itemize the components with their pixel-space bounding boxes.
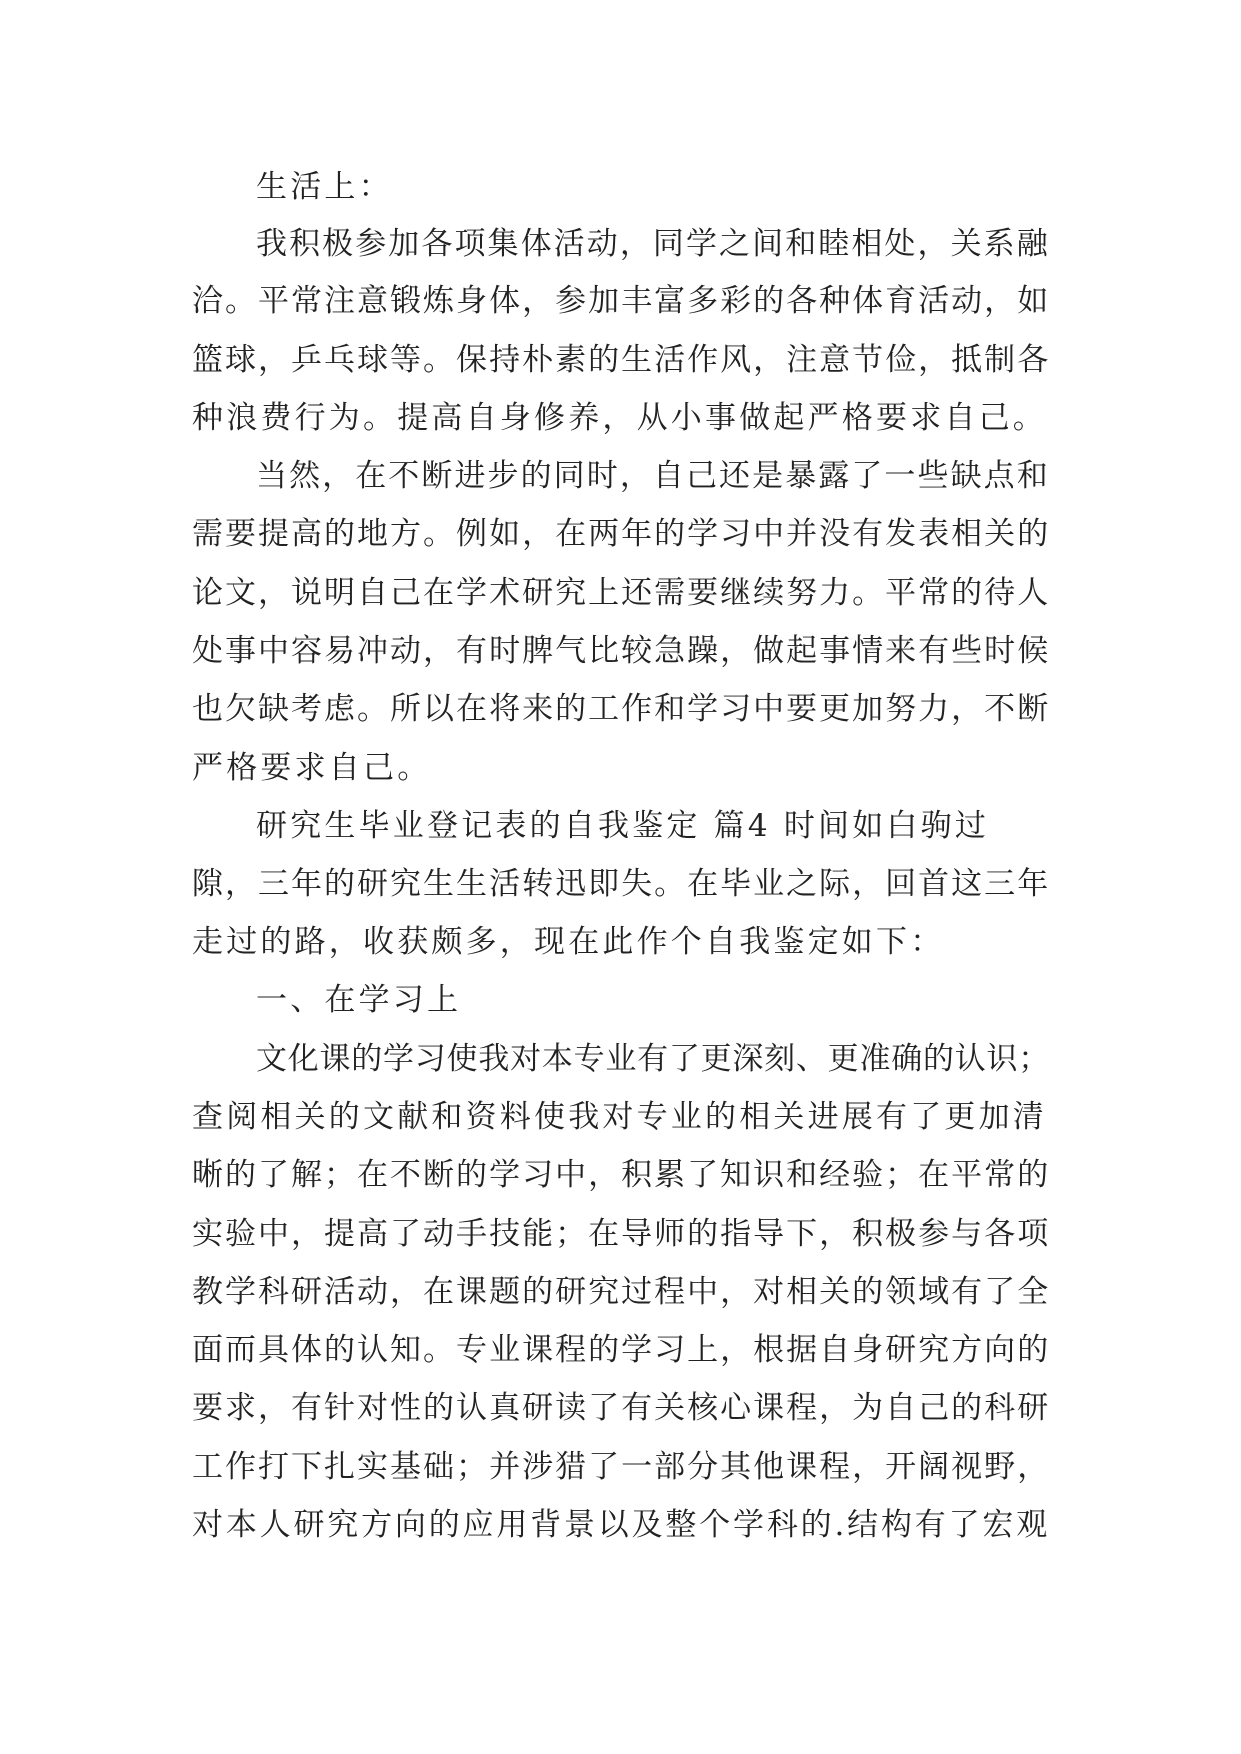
text-line: 一、在学习上 [256, 982, 462, 1018]
text-line: 隙，三年的研究生生活转迅即失。在毕业之际，回首这三年 [192, 866, 1051, 902]
text-line: 工作打下扎实基础；并涉猎了一部分其他课程，开阔视野， [192, 1449, 1051, 1485]
text-line: 查阅相关的文献和资料使我对专业的相关进展有了更加清 [192, 1099, 1047, 1135]
text-line: 生活上： [256, 169, 393, 205]
text-line: 我积极参加各项集体活动，同学之间和睦相处，关系融 [256, 226, 1050, 262]
text-line: 需要提高的地方。例如，在两年的学习中并没有发表相关的 [192, 516, 1051, 552]
text-line: 晰的了解；在不断的学习中，积累了知识和经验；在平常的 [192, 1157, 1051, 1193]
text-line: 处事中容易冲动，有时脾气比较急躁，做起事情来有些时候 [192, 633, 1051, 669]
text-line: 文化课的学习使我对本专业有了更深刻、更准确的认识； [256, 1041, 1050, 1077]
text-line: 教学科研活动，在课题的研究过程中，对相关的领域有了全 [192, 1274, 1051, 1310]
text-line: 严格要求自己。 [192, 750, 432, 786]
text-line: 走过的路，收获颇多，现在此作个自我鉴定如下： [192, 924, 945, 960]
text-line: 也欠缺考虑。所以在将来的工作和学习中要更加努力，不断 [192, 691, 1051, 727]
text-line: 洽。平常注意锻炼身体，参加丰富多彩的各种体育活动，如 [192, 283, 1051, 319]
text-line: 要求，有针对性的认真研读了有关核心课程，为自己的科研 [192, 1390, 1051, 1426]
text-line: 论文，说明自己在学术研究上还需要继续努力。平常的待人 [192, 575, 1051, 611]
text-line: 种浪费行为。提高自身修养，从小事做起严格要求自己。 [192, 400, 1047, 436]
text-line: 研究生毕业登记表的自我鉴定 篇4 时间如白驹过 [256, 808, 990, 844]
text-line: 对本人研究方向的应用背景以及整个学科的.结构有了宏观 [192, 1507, 1051, 1543]
text-line: 当然，在不断进步的同时，自己还是暴露了一些缺点和 [256, 458, 1050, 494]
text-line: 面而具体的认知。专业课程的学习上，根据自身研究方向的 [192, 1332, 1051, 1368]
text-line: 篮球，乒乓球等。保持朴素的生活作风，注意节俭，抵制各 [192, 342, 1051, 378]
text-line: 实验中，提高了动手技能；在导师的指导下，积极参与各项 [192, 1216, 1051, 1252]
